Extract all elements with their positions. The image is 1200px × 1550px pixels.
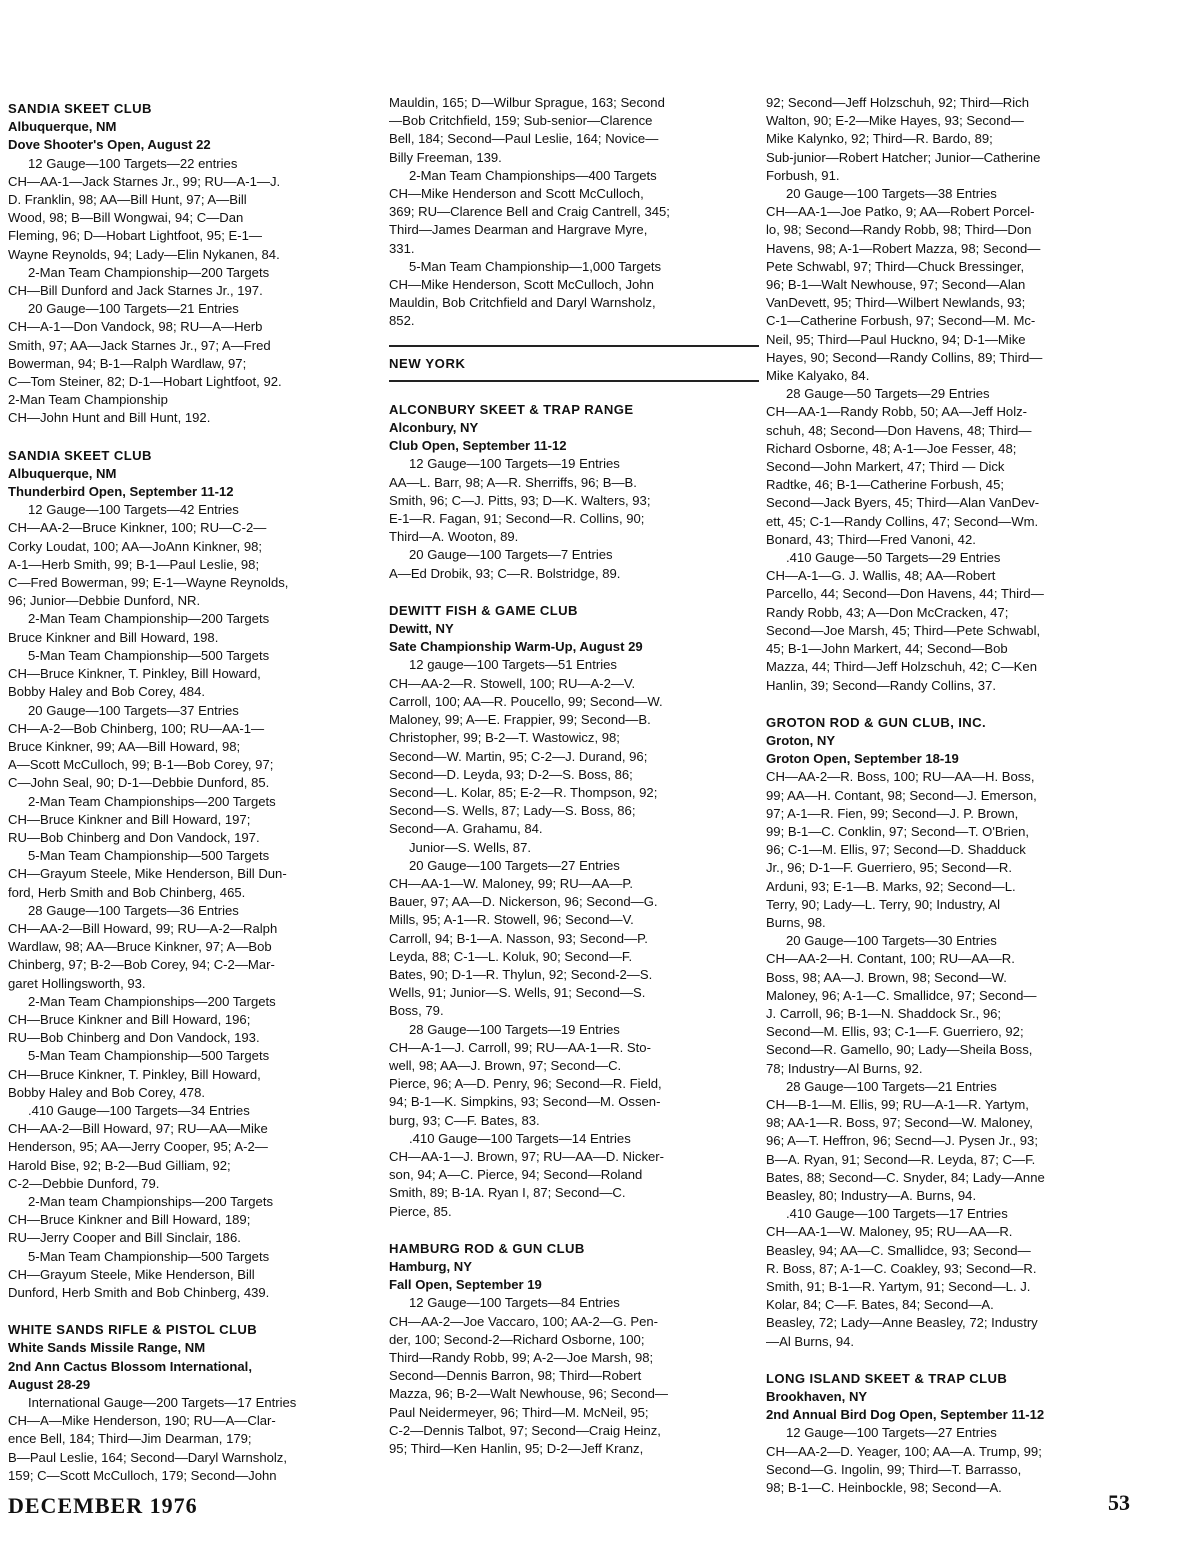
result-line: Bruce Kinkner and Bill Howard, 198. [8,629,219,645]
event-category: 2-Man Team Championships—200 Targets [28,993,276,1009]
result-line: CH—Grayum Steele, Mike Henderson, Bill [8,1266,255,1282]
result-line: Parcello, 44; Second—Don Havens, 44; Third— [766,586,1044,602]
result-line: schuh, 48; Second—Don Havens, 48; Third— [766,422,1032,438]
club-location: Brookhaven, NY [766,1389,868,1405]
result-line: 98; AA-1—R. Boss, 97; Second—W. Maloney, [766,1115,1033,1131]
result-line: Corky Loudat, 100; AA—JoAnn Kinkner, 98; [8,538,263,554]
event-category: 12 Gauge—100 Targets—84 Entries [409,1295,620,1311]
result-line: CH—AA-2—Bruce Kinkner, 100; RU—C-2— [8,520,267,536]
result-line: CH—AA-1—W. Maloney, 99; RU—AA—P. [389,875,634,891]
result-line: Wells, 91; Junior—S. Wells, 91; Second—S. [389,985,646,1001]
result-line: R. Boss, 87; A-1—C. Coakley, 93; Second—R. [766,1260,1037,1276]
result-line: Pierce, 96; A—D. Penry, 96; Second—R. Field, [389,1076,662,1092]
result-line: Wood, 98; B—Bill Wongwai, 94; C—Dan [8,210,244,226]
result-line: C-2—Dennis Talbot, 97; Second—Craig Heinz, [389,1422,661,1438]
result-line: 369; RU—Clarence Bell and Craig Cantrell, 345; [389,204,670,220]
result-line: Walton, 90; E-2—Mike Hayes, 93; Second— [766,113,1024,129]
result-line: 96; A—T. Heffron, 96; Secnd—J. Pysen Jr., 93; [766,1133,1038,1149]
page-number: 53 [1108,1490,1130,1515]
club-location: Albuquerque, NM [8,119,117,135]
event-category: 12 Gauge—100 Targets—27 Entries [786,1425,997,1441]
result-line: Burns, 98. [766,914,826,930]
result-line: CH—Mike Henderson and Scott McCulloch, [389,186,644,202]
event-category: 12 Gauge—100 Targets—22 entries [28,155,238,171]
club-report [8,100,378,428]
result-line: CH—AA-2—Joe Vaccaro, 100; AA-2—G. Pen- [389,1313,659,1329]
result-line: Carroll, 94; B-1—A. Nasson, 93; Second—P. [389,930,648,946]
result-line: ett, 45; C-1—Randy Collins, 47; Second—Wm. [766,513,1039,529]
event-category: International Gauge—200 Targets—17 Entries [28,1395,297,1411]
column-middle [389,94,759,1458]
result-line: Leyda, 88; C-1—L. Koluk, 90; Second—F. [389,948,633,964]
state-name: NEW YORK [389,355,466,371]
result-line: Mauldin, 165; D—Wilbur Sprague, 163; Second [389,95,665,110]
club-name: HAMBURG ROD & GUN CLUB [389,1240,585,1256]
event-category: 28 Gauge—100 Targets—21 Entries [786,1078,997,1094]
result-line: 331. [389,240,415,256]
result-line: Fleming, 96; D—Hobart Lightfoot, 95; E-1— [8,228,262,244]
event-category: 2-Man team Championships—200 Targets [28,1193,274,1209]
club-name: SANDIA SKEET CLUB [8,101,152,116]
result-line: Second—Joe Marsh, 45; Third—Pete Schwabl, [766,622,1041,638]
event-category: 2-Man Team Championship—200 Targets [28,264,270,280]
result-line: 92; Second—Jeff Holzschuh, 92; Third—Rich [766,95,1029,110]
result-line: Christopher, 99; B-2—T. Wastowicz, 98; [389,730,620,746]
result-line: RU—Jerry Cooper and Bill Sinclair, 186. [8,1230,241,1246]
result-line: —Bob Critchfield, 159; Sub-senior—Clarence [389,113,653,129]
result-line: Pierce, 85. [389,1203,452,1219]
result-line: Bates, 90; D-1—R. Thylun, 92; Second-2—S. [389,966,653,982]
event-category: 5-Man Team Championship—500 Targets [28,848,270,864]
result-line: Second—M. Ellis, 93; C-1—F. Guerriero, 92; [766,1024,1024,1040]
event-category: .410 Gauge—100 Targets—17 Entries [786,1206,1008,1222]
result-line: 45; B-1—John Markert, 44; Second—Bob [766,641,1008,657]
result-line: Smith, 89; B-1A. Ryan I, 87; Second—C. [389,1185,626,1201]
result-line: Mazza, 44; Third—Jeff Holzschuh, 42; C—Ken [766,659,1037,675]
event-title: Groton Open, September 18-19 [766,751,959,767]
result-line: VanDevett, 95; Third—Wilbert Newlands, 93; [766,295,1026,311]
result-line: 94; B-1—K. Simpkins, 93; Second—M. Ossen- [389,1094,661,1110]
result-line: 2-Man Team Championship [8,392,168,408]
event-date: August 28-29 [8,1376,91,1392]
result-line: Carroll, 100; AA—R. Poucello, 99; Second—W. [389,693,663,709]
result-line: CH—AA-1—Joe Patko, 9; AA—Robert Porcel- [766,204,1035,220]
club-location: Alconbury, NY [389,420,479,436]
result-line: Second—R. Gamello, 90; Lady—Sheila Boss, [766,1042,1033,1058]
result-line: burg, 93; C—F. Bates, 83. [389,1112,540,1128]
result-line: Forbush, 91. [766,167,840,183]
result-line: Kolar, 84; C—F. Bates, 84; Second—A. [766,1297,994,1313]
result-line: AA—L. Barr, 98; A—R. Sherriffs, 96; B—B. [389,474,637,490]
result-line: Smith, 96; C—J. Pitts, 93; D—K. Walters, 93; [389,492,651,508]
event-title: 2nd Ann Cactus Blossom International, [8,1358,252,1374]
result-line: CH—AA-1—J. Brown, 97; RU—AA—D. Nicker- [389,1148,665,1164]
event-category: 2-Man Team Championships—400 Targets [409,167,657,183]
result-line: Boss, 98; AA—J. Brown, 98; Second—W. [766,969,1007,985]
event-category: 20 Gauge—100 Targets—38 Entries [786,186,997,202]
result-line: 159; C—Scott McCulloch, 179; Second—John [8,1467,277,1483]
result-line: CH—AA-2—R. Stowell, 100; RU—A-2—V. [389,675,636,691]
result-line: Boss, 79. [389,1003,444,1019]
event-category: 2-Man Team Championships—200 Targets [28,793,276,809]
result-line: well, 98; AA—J. Brown, 97; Second—C. [389,1057,622,1073]
result-line: CH—A—Mike Henderson, 190; RU—A—Clar- [8,1413,276,1429]
result-line: 96; Junior—Debbie Dunford, NR. [8,593,201,609]
club-report [8,447,378,1303]
club-report [389,401,759,583]
result-line: Second—Dennis Barron, 98; Third—Robert [389,1368,642,1384]
club-report [766,1370,1136,1497]
event-title: Dove Shooter's Open, August 22 [8,137,211,153]
result-line: Bobby Haley and Bob Corey, 484. [8,684,206,700]
club-name: GROTON ROD & GUN CLUB, INC. [766,714,987,730]
club-location: Dewitt, NY [389,621,454,637]
result-line: Second—S. Wells, 87; Lady—S. Boss, 86; [389,803,636,819]
club-location: Hamburg, NY [389,1258,472,1274]
result-line: Beasley, 72; Lady—Anne Beasley, 72; Industry [766,1315,1038,1331]
issue-date: DECEMBER 1976 [8,1493,198,1518]
club-name: DEWITT FISH & GAME CLUB [389,602,578,618]
event-category: 28 Gauge—50 Targets—29 Entries [786,386,990,402]
result-line: Beasley, 94; AA—C. Smallidce, 93; Second— [766,1242,1031,1258]
club-name: WHITE SANDS RIFLE & PISTOL CLUB [8,1322,258,1338]
result-line: Harold Bise, 92; B-2—Bud Gilliam, 92; [8,1157,231,1173]
result-line: CH—AA-2—R. Boss, 100; RU—AA—H. Boss, [766,769,1035,785]
result-line: Smith, 91; B-1—R. Yartym, 91; Second—L. J. [766,1279,1031,1294]
result-line: A—Scott McCulloch, 99; B-1—Bob Corey, 97; [8,757,274,773]
result-line: Randy Robb, 43; A—Don McCracken, 47; [766,604,1009,620]
result-line: Billy Freeman, 139. [389,149,502,165]
result-line: Arduni, 93; E-1—B. Marks, 92; Second—L. [766,878,1016,894]
result-line: Richard Osborne, 48; A-1—Joe Fesser, 48; [766,440,1017,456]
result-line: CH—AA-1—Randy Robb, 50; AA—Jeff Holz- [766,404,1028,420]
result-line: CH—Mike Henderson, Scott McCulloch, John [389,277,654,293]
result-line: 78; Industry—Al Burns, 92. [766,1060,923,1076]
result-line: CH—Bruce Kinkner and Bill Howard, 196; [8,1011,251,1027]
club-report [766,714,1136,1351]
result-line: C-1—Catherine Forbush, 97; Second—M. Mc- [766,313,1036,329]
club-report-continued [766,94,1136,695]
result-line: Beasley, 80; Industry—A. Burns, 94. [766,1187,977,1203]
event-category: 12 gauge—100 Targets—51 Entries [409,657,617,673]
result-line: A—Ed Drobik, 93; C—R. Bolstridge, 89. [389,565,621,581]
result-line: Wardlaw, 98; AA—Bruce Kinkner, 97; A—Bob [8,939,272,955]
club-name: LONG ISLAND SKEET & TRAP CLUB [766,1370,1008,1386]
result-line: garet Hollingsworth, 93. [8,975,146,991]
result-line: 99; B-1—C. Conklin, 97; Second—T. O'Brien, [766,823,1030,839]
event-category: 28 Gauge—100 Targets—19 Entries [409,1021,620,1037]
result-line: CH—AA-2—Bill Howard, 97; RU—AA—Mike [8,1121,268,1137]
result-line: CH—A-2—Bob Chinberg, 100; RU—AA-1— [8,720,265,736]
event-title: Club Open, September 11-12 [389,438,567,454]
event-category: 20 Gauge—100 Targets—7 Entries [409,547,613,563]
result-line: CH—Bruce Kinkner, T. Pinkley, Bill Howard, [8,1066,261,1082]
event-category: 5-Man Team Championship—500 Targets [28,1248,270,1264]
result-line: Wayne Reynolds, 94; Lady—Elin Nykanen, 84. [8,246,280,262]
result-line: Mauldin, Bob Critchfield and Daryl Warnsholz, [389,295,656,311]
result-line: CH—A-1—Don Vandock, 98; RU—A—Herb [8,319,263,335]
club-name: ALCONBURY SKEET & TRAP RANGE [389,401,634,417]
result-line: ence Bell, 184; Third—Jim Dearman, 179; [8,1431,252,1447]
result-line: 852. [389,313,415,329]
event-category: 20 Gauge—100 Targets—37 Entries [28,702,239,718]
result-line: lo, 98; Second—Randy Robb, 98; Third—Don [766,222,1032,238]
club-report [8,1321,378,1485]
result-line: A-1—Herb Smith, 99; B-1—Paul Leslie, 98; [8,556,260,572]
result-line: Third—Randy Robb, 99; A-2—Joe Marsh, 98; [389,1350,654,1365]
club-report [389,602,759,1221]
result-line: Third—James Dearman and Hargrave Myre, [389,222,648,238]
result-line: Dunford, Herb Smith and Bob Chinberg, 439. [8,1285,270,1300]
result-line: CH—AA-2—H. Contant, 100; RU—AA—R. [766,951,1015,967]
result-line: CH—John Hunt and Bill Hunt, 192. [8,410,211,426]
result-line: Bruce Kinkner, 99; AA—Bill Howard, 98; [8,738,241,754]
result-line: Hayes, 90; Second—Randy Collins, 89; Third— [766,349,1043,365]
result-line: RU—Bob Chinberg and Don Vandock, 197. [8,829,260,845]
event-category: 12 Gauge—100 Targets—42 Entries [28,502,239,518]
event-category: 20 Gauge—100 Targets—21 Entries [28,301,239,317]
result-line: Second—A. Grahamu, 84. [389,821,543,837]
result-line: 96; B-1—Walt Newhouse, 97; Second—Alan [766,277,1026,293]
club-location: White Sands Missile Range, NM [8,1340,206,1356]
result-line: RU—Bob Chinberg and Don Vandock, 193. [8,1030,260,1046]
result-line: CH—AA-1—Jack Starnes Jr., 99; RU—A-1—J. [8,173,281,189]
result-line: B—A. Ryan, 91; Second—R. Leyda, 87; C—F. [766,1151,1036,1167]
result-line: son, 94; A—C. Pierce, 94; Second—Roland [389,1167,643,1183]
result-line: Bowerman, 94; B-1—Ralph Wardlaw, 97; [8,355,247,371]
result-line: CH—Bruce Kinkner, T. Pinkley, Bill Howard, [8,666,261,682]
event-title: Fall Open, September 19 [389,1277,542,1293]
result-line: Mills, 95; A-1—R. Stowell, 96; Second—V. [389,912,634,928]
result-line: CH—Bill Dunford and Jack Starnes Jr., 197. [8,283,263,299]
event-category: .410 Gauge—100 Targets—14 Entries [409,1130,631,1146]
result-line: C—John Seal, 90; D-1—Debbie Dunford, 85. [8,775,270,791]
result-line: Sub-junior—Robert Hatcher; Junior—Catherine [766,149,1041,165]
result-line: Mazza, 96; B-2—Walt Newhouse, 96; Second— [389,1386,668,1402]
result-line: Neil, 95; Third—Paul Huckno, 94; D-1—Mike [766,331,1026,347]
result-line: Chinberg, 97; B-2—Bob Corey, 94; C-2—Mar- [8,957,275,973]
result-line: Pete Schwabl, 97; Third—Chuck Bressinger, [766,258,1025,274]
result-line: Henderson, 95; AA—Jerry Cooper, 95; A-2— [8,1139,268,1155]
club-location: Albuquerque, NM [8,465,117,481]
result-line: CH—AA-2—Bill Howard, 99; RU—A-2—Ralph [8,920,278,936]
result-line: C-2—Debbie Dunford, 79. [8,1175,160,1191]
result-line: CH—AA-1—W. Maloney, 95; RU—AA—R. [766,1224,1013,1240]
result-line: Paul Neidermeyer, 96; Third—M. McNeil, 95; [389,1404,649,1420]
result-line: Havens, 98; A-1—Robert Mazza, 98; Second— [766,240,1041,256]
event-category: 2-Man Team Championship—200 Targets [28,611,270,627]
result-line: Bates, 88; Second—C. Snyder, 84; Lady—Anne [766,1169,1045,1185]
result-line: Second—G. Ingolin, 99; Third—T. Barrasso, [766,1461,1022,1477]
event-title: 2nd Annual Bird Dog Open, September 11-12 [766,1407,1045,1423]
result-line: CH—B-1—M. Ellis, 99; RU—A-1—R. Yartym, [766,1096,1029,1112]
result-line: CH—AA-2—D. Yeager, 100; AA—A. Trump, 99; [766,1443,1042,1459]
result-line: Second—D. Leyda, 93; D-2—S. Boss, 86; [389,766,633,782]
state-section-header [389,345,759,382]
result-line: E-1—R. Fagan, 91; Second—R. Collins, 90; [389,511,645,527]
result-line: Terry, 90; Lady—L. Terry, 90; Industry, Al [766,896,1001,912]
result-line: CH—Bruce Kinkner and Bill Howard, 197; [8,811,251,827]
result-line: der, 100; Second-2—Richard Osborne, 100; [389,1331,645,1347]
result-line: 95; Third—Ken Hanlin, 95; D-2—Jeff Kranz, [389,1441,644,1457]
event-title: Thunderbird Open, September 11-12 [8,484,234,500]
result-line: CH—Bruce Kinkner and Bill Howard, 189; [8,1212,251,1228]
column-left [8,100,378,1485]
event-category: 20 Gauge—100 Targets—27 Entries [409,857,620,873]
result-line: C—Fred Bowerman, 99; E-1—Wayne Reynolds, [8,575,289,591]
event-category: 5-Man Team Championship—1,000 Targets [409,258,662,274]
event-category: 5-Man Team Championship—500 Targets [28,647,270,663]
result-line: 96; C-1—M. Ellis, 97; Second—D. Shadduck [766,842,1026,858]
result-line: 99; AA—H. Contant, 98; Second—J. Emerson, [766,787,1037,803]
event-category: 20 Gauge—100 Targets—30 Entries [786,933,997,949]
event-category: 12 Gauge—100 Targets—19 Entries [409,456,620,472]
section-rule [389,380,759,382]
result-line: Bell, 184; Second—Paul Leslie, 164; Novice— [389,131,659,147]
result-line: C—Tom Steiner, 82; D-1—Hobart Lightfoot, 92. [8,374,282,390]
result-line: CH—Grayum Steele, Mike Henderson, Bill Dun- [8,866,287,882]
event-category: .410 Gauge—100 Targets—34 Entries [28,1102,250,1118]
club-name: SANDIA SKEET CLUB [8,447,152,463]
result-line: CH—A-1—G. J. Wallis, 48; AA—Robert [766,568,996,584]
result-line: Mike Kalynko, 92; Third—R. Bardo, 89; [766,131,993,147]
result-line: Bobby Haley and Bob Corey, 478. [8,1084,206,1100]
event-title: Sate Championship Warm-Up, August 29 [389,639,643,655]
result-line: 98; B-1—C. Heinbockle, 98; Second—A. [766,1480,1002,1496]
result-line: Second—John Markert, 47; Third — Dick [766,459,1005,475]
result-line: ford, Herb Smith and Bob Chinberg, 465. [8,884,246,900]
club-location: Groton, NY [766,732,836,748]
result-line: 97; A-1—R. Fien, 99; Second—J. P. Brown, [766,805,1019,821]
result-line: Maloney, 99; A—E. Frappier, 99; Second—B. [389,712,651,728]
result-line: Bonard, 43; Third—Fred Vanoni, 42. [766,531,976,547]
club-report [389,1240,759,1458]
result-line: Second—W. Martin, 95; C-2—J. Durand, 96; [389,748,648,764]
result-line: Bauer, 97; AA—D. Nickerson, 96; Second—G. [389,894,658,910]
event-category: Junior—S. Wells, 87. [409,839,532,855]
event-category: .410 Gauge—50 Targets—29 Entries [786,550,1001,566]
result-line: Third—A. Wooton, 89. [389,529,519,545]
result-line: Second—Jack Byers, 45; Third—Alan VanDev- [766,495,1040,511]
result-line: Hanlin, 39; Second—Randy Collins, 37. [766,677,996,693]
result-line: Radtke, 46; B-1—Catherine Forbush, 45; [766,477,1004,493]
result-line: Second—L. Kolar, 85; E-2—R. Thompson, 92; [389,784,658,800]
result-line: —Al Burns, 94. [766,1333,855,1349]
result-line: CH—A-1—J. Carroll, 99; RU—AA-1—R. Sto- [389,1039,651,1055]
result-line: Smith, 97; AA—Jack Starnes Jr., 97; A—Fred [8,337,271,353]
result-line: J. Carroll, 96; B-1—N. Shaddock Sr., 96; [766,1005,1002,1021]
event-category: 5-Man Team Championship—500 Targets [28,1048,270,1064]
result-line: B—Paul Leslie, 164; Second—Daryl Warnsholz, [8,1449,287,1465]
result-line: D. Franklin, 98; AA—Bill Hunt, 97; A—Bill [8,192,247,208]
result-line: Mike Kalyako, 84. [766,368,870,384]
column-right [766,94,1136,1497]
event-category: 28 Gauge—100 Targets—36 Entries [28,902,239,918]
club-report-continued [389,94,759,331]
result-line: Maloney, 96; A-1—C. Smallidce, 97; Second— [766,987,1037,1003]
result-line: Jr., 96; D-1—F. Guerriero, 95; Second—R. [766,860,1012,876]
